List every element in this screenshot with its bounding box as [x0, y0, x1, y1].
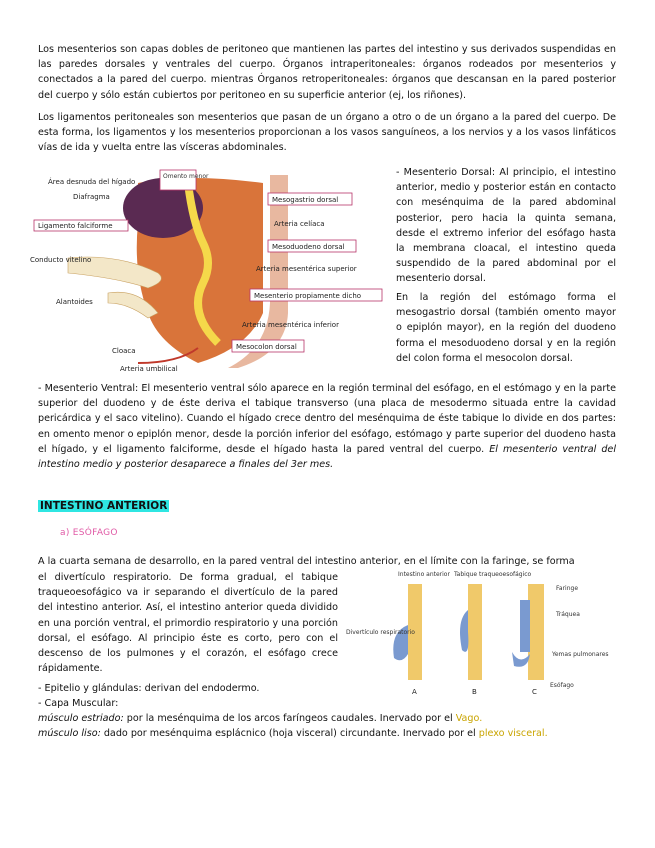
fig2-label-yemas: Yemas pulmonares: [552, 651, 609, 658]
fig2-label-c: C: [532, 688, 537, 696]
ventral-italic-text: El mesenterio ventral del intestino medio y posterior desaparece a finales del 3er mes.: [38, 443, 616, 471]
label-mesogastrio: Mesogastrio dorsal: [272, 196, 339, 204]
subsection-heading: a) ESÓFAGO: [60, 528, 118, 538]
label-alantoides: Alantoides: [56, 298, 93, 306]
label-mesocolon: Mesocolon dorsal: [236, 343, 297, 351]
liso-text: dado por mesénquima esplácnico (hoja visceral) circundante. Inervado por el: [100, 728, 479, 739]
fig2-label-tabique: Tabique traqueoesofágico: [454, 571, 532, 578]
fig2-label-faringe: Faringe: [556, 585, 579, 592]
bullet-capa-muscular: - Capa Muscular:: [38, 698, 119, 709]
label-arteria-mes-sup: Arteria mesentérica superior: [256, 265, 357, 273]
fig2-label-b: B: [472, 688, 477, 696]
trachea-c-shape: [520, 600, 530, 652]
label-area-desnuda: Área desnuda del hígado: [48, 178, 136, 186]
label-omento-menor: Omento menor: [163, 173, 209, 180]
paragraph-mesenterio-dorsal: - Mesenterio Dorsal: Al principio, el intestino anterior, medio y posterior están en contacto con mesénquima de la pared abdominal posterior, pero hacia la quinta semana, desde el extremo inferior del esófago hasta la membrana cloacal, el intestino queda suspendido de la pared abdominal por el mesenterio dorsal.: [396, 167, 616, 285]
paragraph-esofago-line1: A la cuarta semana de desarrollo, en la pared ventral del intestino anterior, en el límite con la faringe, se forma: [38, 556, 575, 567]
estriado-nerve: Vago.: [455, 713, 483, 724]
paragraph-mesenterios: Los mesenterios son capas dobles de peritoneo que mantienen las partes del intestino y sus derivados suspendidas en las paredes dorsales y ventrales del cuerpo. Órganos intraperitoneales: órganos rodeados por mesenterios y conectados a la pared del cuerpo. mientras Órganos retroperitoneales: órganos que descansan en la pared posterior del cuerpo y sólo están cubiertos por peritoneo en su superficie anterior (ej, los riñones).: [38, 44, 616, 101]
label-diafragma: Diafragma: [73, 193, 110, 201]
estriado-text: por la mesénquima de los arcos faríngeos caudales. Inervado por el: [123, 713, 456, 724]
label-lig-falciforme: Ligamento falciforme: [38, 222, 113, 230]
label-arteria-mes-inf: Arteria mesentérica inferior: [242, 321, 339, 329]
label-arteria-umbilical: Arteria umbilical: [120, 365, 178, 373]
line-musculo-liso: [38, 726, 616, 741]
section-heading: INTESTINO ANTERIOR: [40, 500, 168, 512]
estriado-label: músculo estriado:: [38, 713, 124, 724]
fig2-label-traquea: Tráquea: [556, 611, 580, 618]
tube-c-shape: [528, 584, 544, 680]
tube-b-shape: [468, 584, 482, 680]
paragraph-mesenterio-ventral: [38, 381, 616, 472]
ventral-main-text: - Mesenterio Ventral: El mesenterio ventral sólo aparece en la región terminal del esófago, en el estómago y en la parte superior del duodeno y de éste deriva el tabique transverso (una placa de mesodermo situada entre la cavidad pericárdica y el saco vitelino). Cuando el hígado crece dentro del mesénquima de éste tabique lo divide en dos partes: en omento menor o epiplón menor, desde la porción inferior del esófago, estómago y parte superior del duodeno hasta el hígado, y el ligamento falciforme, desde el hígado hasta la pared ventral del cuerpo.: [38, 383, 616, 455]
bullet-epitelio: - Epitelio y glándulas: derivan del endodermo.: [38, 683, 260, 694]
paragraph-ligamentos: Los ligamentos peritoneales son mesenterios que pasan de un órgano a otro o de un órgano a la pared del cuerpo. De esta forma, los ligamentos y los mesenterios proporcionan a los vasos sanguíneos, a los nervios y a los vasos linfáticos vías de ida y vuelta entre las vísceras abdominales.: [38, 112, 616, 154]
liso-nerve: plexo visceral.: [478, 728, 548, 739]
fig2-label-esofago: Esófago: [550, 682, 574, 689]
fig2-label-diverticulo: Divertículo respiratorio: [346, 629, 415, 636]
label-mesenterio-propio: Mesenterio propiamente dicho: [254, 292, 362, 300]
paragraph-mesogastrio: En la región del estómago forma el mesogastrio dorsal (también omento mayor o epiplón mayor), en la región del duodeno forma el mesoduodeno dorsal y en la región del colon forma el mesocolon dorsal.: [396, 292, 616, 364]
label-arteria-celiaca: Arteria celíaca: [274, 220, 325, 228]
fig2-label-intestino: Intestino anterior: [398, 571, 450, 578]
line-musculo-estriado: [38, 711, 616, 726]
fig2-label-a: A: [412, 688, 417, 696]
label-mesoduodeno: Mesoduodeno dorsal: [272, 243, 345, 251]
liso-label: músculo liso:: [38, 728, 101, 739]
mesenteries-diagram: [28, 163, 390, 375]
label-conducto-vitelino: Conducto vitelino: [30, 256, 92, 264]
paragraph-esofago: el divertículo respiratorio. De forma gradual, el tabique traqueoesofágico va ir separando el divertículo de la pared del intestino anterior. Así, el intestino anterior queda dividido en una porción ventral, el primordio respiratorio y una porción dorsal, el esófago. Al principio éste es corto, pero con el descenso de los pulmones y el corazón, el esófago crece rápidamente.: [38, 572, 338, 675]
label-cloaca: Cloaca: [112, 347, 136, 355]
